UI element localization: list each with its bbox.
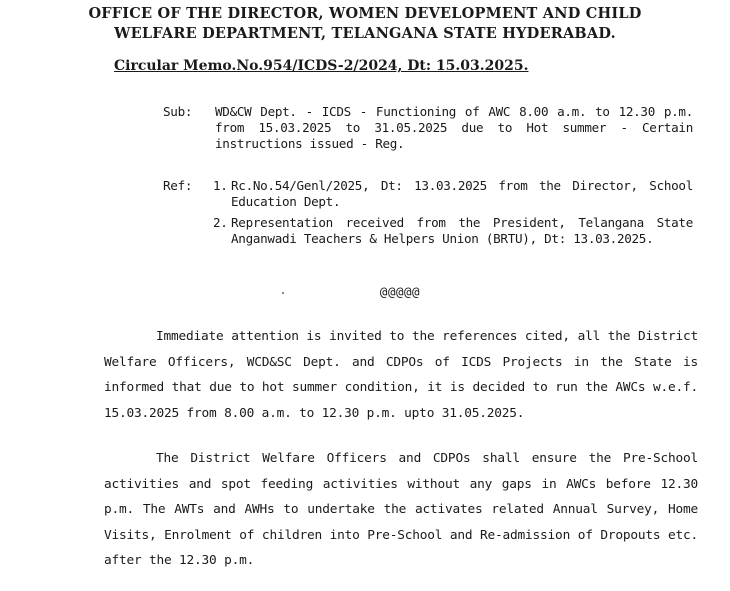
body-paragraph-2: The District Welfare Officers and CDPOs shall ensure the Pre-School activities and spot feeding activities without any gaps in AWCs before 12.30 p.m. The AWTs and AWHs to undertake the activates related Annual Survey, Home Visits, Enrolment of children into Pre-School and Re-admission of Dropouts etc. after the 12.30 p.m. [104,451,698,568]
reference-number: 1. [213,178,228,193]
body-paragraph-1: Immediate attention is invited to the references cited, all the District Welfare Officers, WCD&SC Dept. and CDPOs of ICDS Projects in the State is informed that due to hot summer condition, it is decided to run the AWCs w.e.f. 15.03.2025 from 8.00 a.m. to 12.30 p.m. upto 31.05.2025. [104,329,698,421]
header-line-1: OFFICE OF THE DIRECTOR, WOMEN DEVELOPMENT AND CHILD [88,5,642,22]
references-list [213,178,693,247]
reference-item [213,178,693,210]
subject-label: Sub: [163,104,193,119]
office-header [0,4,730,44]
section-separator: @@@@@ [379,284,421,299]
references-label: Ref: [163,178,193,193]
subject-text: WD&CW Dept. - ICDS - Functioning of AWC 8.00 a.m. to 12.30 p.m. from 15.03.2025 to 31.05.2025 due to Hot summer - Certain instructions issued - Reg. [215,104,693,151]
reference-text: Rc.No.54/Genl/2025, Dt: 13.03.2025 from the Director, School Education Dept. [231,178,693,209]
reference-item [213,215,693,247]
subject-block [163,104,703,152]
circular-memo-number: Circular Memo.No.954/ICDS-2/2024, Dt: 15.03.2025. [114,58,529,74]
reference-text: Representation received from the President, Telangana State Anganwadi Teachers & Helpers Union (BRTU), Dt: 13.03.2025. [231,215,693,246]
references-block [163,178,703,252]
reference-number: 2. [213,215,228,230]
header-line-2: WELFARE DEPARTMENT, TELANGANA STATE HYDERABAD. [114,25,616,42]
